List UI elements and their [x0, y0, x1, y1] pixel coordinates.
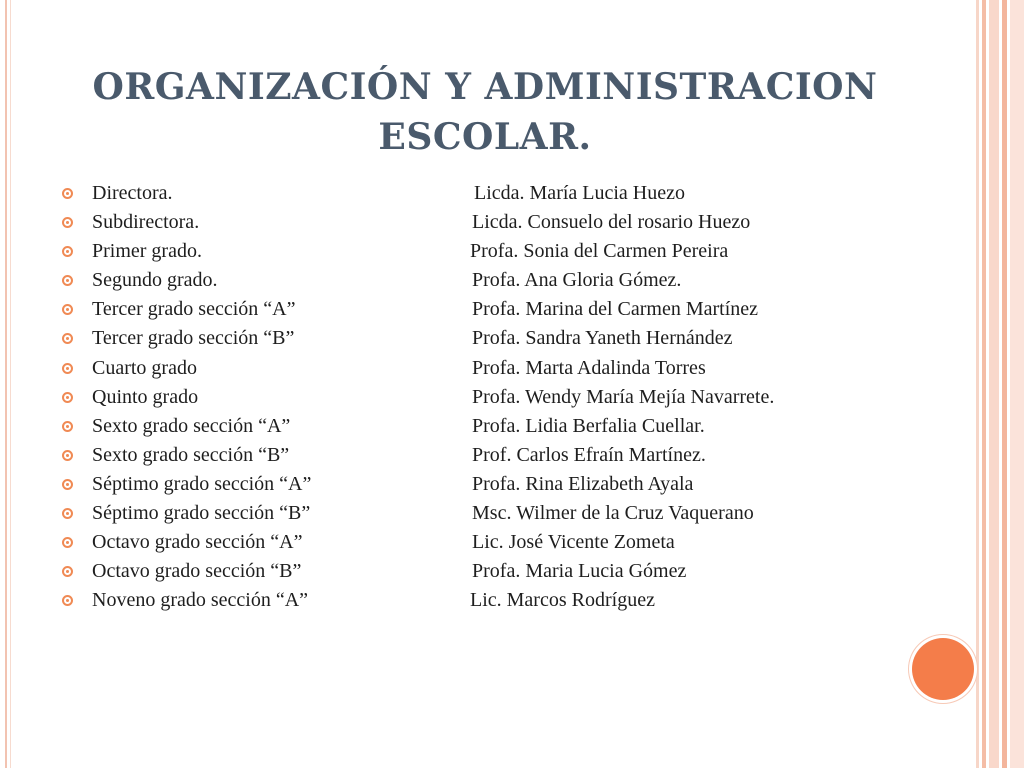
list-item [62, 557, 922, 586]
role-label: Séptimo grado sección “B” [92, 502, 311, 525]
circle-bullet-icon [62, 246, 73, 257]
stripe [976, 0, 979, 768]
role-label: Sexto grado sección “A” [92, 414, 291, 437]
circle-bullet-icon [62, 304, 73, 315]
left-decor-line-thin [10, 0, 11, 768]
list-item [62, 179, 922, 208]
role-label: Tercer grado sección “B” [92, 327, 295, 350]
role-label: Quinto grado [92, 385, 199, 408]
circle-bullet-icon [62, 566, 73, 577]
list-item [62, 266, 922, 295]
person-name: Profa. Maria Lucia Gómez [472, 560, 687, 583]
person-name: Profa. Sonia del Carmen Pereira [470, 240, 729, 263]
list-item [62, 354, 922, 383]
circle-bullet-icon [62, 508, 73, 519]
person-name: Lic. José Vicente Zometa [472, 531, 675, 554]
list-item [62, 208, 922, 237]
title-line-1: ORGANIZACIÓN Y ADMINISTRACION [92, 66, 878, 108]
person-name: Profa. Wendy María Mejía Navarrete. [472, 385, 775, 408]
circle-bullet-icon [62, 217, 73, 228]
role-label: Cuarto grado [92, 356, 197, 379]
left-decor-line [5, 0, 7, 768]
list-item [62, 441, 922, 470]
slide-title [60, 62, 910, 162]
list-item [62, 324, 922, 353]
staff-list [62, 179, 922, 615]
stripe [1002, 0, 1007, 768]
person-name: Licda. María Lucia Huezo [474, 182, 686, 204]
list-item [62, 237, 922, 266]
circle-bullet-icon [62, 392, 73, 403]
orange-circle-icon [912, 638, 974, 700]
circle-bullet-icon [62, 537, 73, 548]
list-item [62, 470, 922, 499]
circle-bullet-icon [62, 421, 73, 432]
title-line-2: ESCOLAR. [378, 116, 592, 158]
role-label: Tercer grado sección “A” [92, 298, 296, 321]
person-name: Msc. Wilmer de la Cruz Vaquerano [472, 502, 754, 525]
list-item [62, 383, 922, 412]
role-label: Sexto grado sección “B” [92, 443, 290, 466]
person-name: Profa. Sandra Yaneth Hernández [472, 327, 733, 350]
person-name: Profa. Lidia Berfalia Cuellar. [472, 414, 705, 437]
circle-bullet-icon [62, 188, 73, 199]
person-name: Prof. Carlos Efraín Martínez. [472, 443, 706, 466]
stripe [982, 0, 986, 768]
person-name: Profa. Rina Elizabeth Ayala [472, 472, 694, 495]
list-item [62, 499, 922, 528]
circle-bullet-icon [62, 450, 73, 461]
role-label: Subdirectora. [92, 211, 200, 234]
circle-bullet-icon [62, 595, 73, 606]
role-label: Séptimo grado sección “A” [92, 472, 312, 495]
list-item [62, 586, 922, 615]
person-name: Profa. Marta Adalinda Torres [472, 356, 706, 379]
role-label: Directora. [92, 182, 173, 204]
role-label: Octavo grado sección “A” [92, 531, 303, 554]
person-name: Profa. Ana Gloria Gómez. [472, 269, 682, 292]
role-label: Segundo grado. [92, 269, 218, 292]
role-label: Noveno grado sección “A” [92, 589, 309, 612]
person-name: Profa. Marina del Carmen Martínez [472, 298, 759, 321]
list-item [62, 412, 922, 441]
circle-bullet-icon [62, 363, 73, 374]
person-name: Licda. Consuelo del rosario Huezo [472, 211, 751, 234]
list-item [62, 295, 922, 324]
circle-bullet-icon [62, 479, 73, 490]
list-item [62, 528, 922, 557]
circle-bullet-icon [62, 333, 73, 344]
circle-bullet-icon [62, 275, 73, 286]
stripe [1010, 0, 1024, 768]
role-label: Primer grado. [92, 240, 202, 263]
right-decor-stripes [976, 0, 1024, 768]
role-label: Octavo grado sección “B” [92, 560, 302, 583]
stripe [989, 0, 999, 768]
person-name: Lic. Marcos Rodríguez [470, 589, 655, 612]
